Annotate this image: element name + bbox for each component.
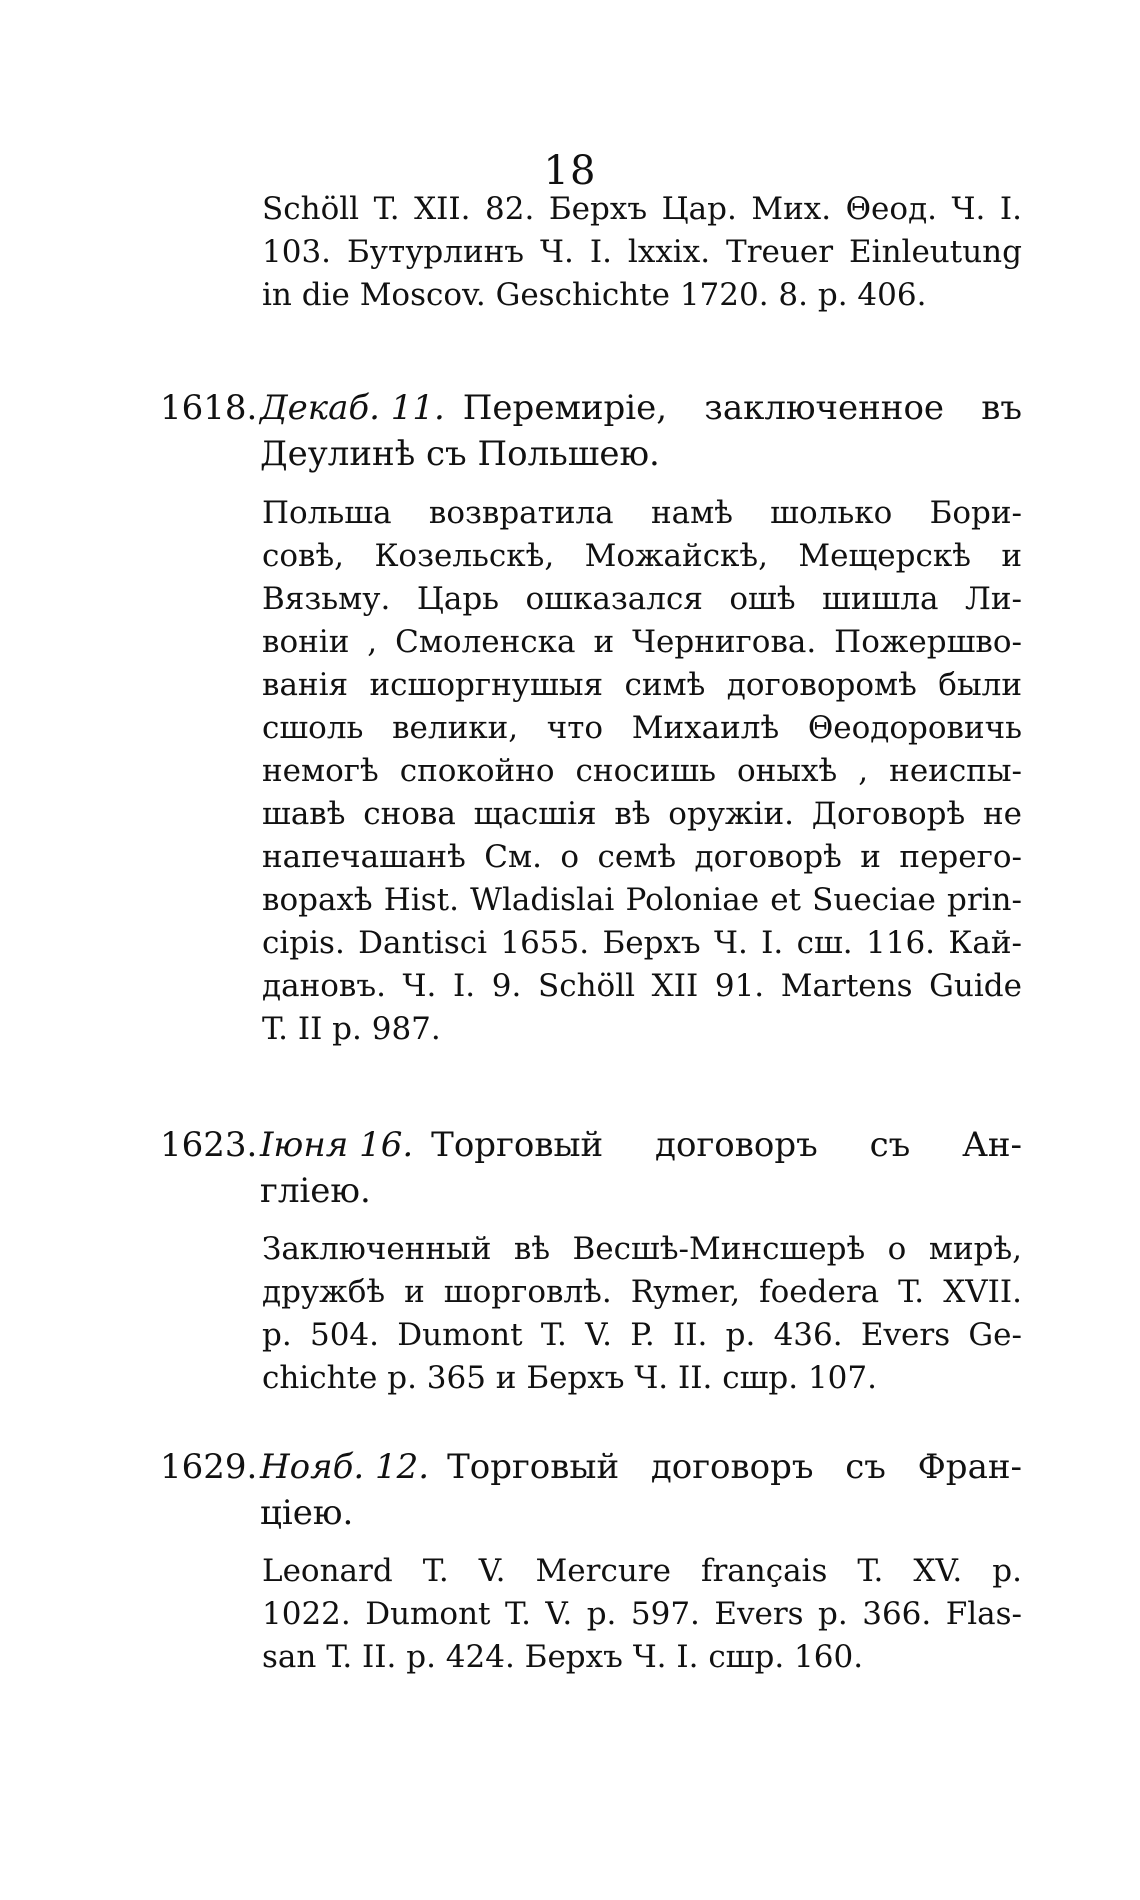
entry-body-1623	[262, 1228, 1022, 1400]
entry-title: Торговый договоръ съ Ан-	[431, 1125, 1022, 1165]
text-line: san T. II. p. 424. Берхъ Ч. I. сшр. 160.	[262, 1639, 864, 1675]
text-line: Schöll T. XII. 82. Берхъ Цар. Мих. Θеод. Ч. I.	[262, 191, 1022, 227]
text-line: ванія исшоргнушыя симѣ договоромѣ были	[262, 667, 1022, 703]
text-line: cipis. Dantisci 1655. Берхъ Ч. I. сш. 116. Кай-	[262, 925, 1022, 961]
text-line: T. II p. 987.	[262, 1011, 441, 1047]
text-line: шавѣ снова щасшія вѣ оружіи. Договорѣ не	[262, 796, 1022, 832]
page-number: 18	[543, 148, 597, 194]
text-line: воніи , Смоленска и Чернигова. Пожершво-	[262, 624, 1022, 660]
entry-title: Торговый договоръ съ Фран-	[447, 1447, 1022, 1487]
text-line: дружбѣ и шорговлѣ. Rymer, foedera T. XVII.	[262, 1274, 1022, 1310]
text-line: ворахѣ Hist. Wladislai Poloniae et Sueciae prin-	[262, 882, 1022, 918]
entry-title-continuation: гліею.	[260, 1171, 371, 1211]
entry-date: Нояб. 12.	[260, 1447, 430, 1487]
text-line: Польша возвратила намѣ шолько Бори-	[262, 495, 1022, 531]
text-line: Leonard T. V. Mercure français T. XV. p.	[262, 1553, 1022, 1589]
text-line: Вязьму. Царь ошказался ошѣ шишла Ли-	[262, 581, 1022, 617]
entry-date: Декаб. 11.	[260, 388, 445, 428]
entry-date: Іюня 16.	[260, 1125, 414, 1165]
text-line: совѣ, Козельскѣ, Можайскѣ, Мещерскѣ и	[262, 538, 1022, 574]
entry-title-continuation: ціею.	[260, 1493, 354, 1533]
text-line: напечашанѣ См. о семѣ договорѣ и перего-	[262, 839, 1022, 875]
text-line: сшоль велики, что Михаилѣ Θеодоровичь	[262, 710, 1022, 746]
text-line: in die Moscov. Geschichte 1720. 8. p. 406.	[262, 277, 927, 313]
text-line: p. 504. Dumont T. V. P. II. p. 436. Evers Ge-	[262, 1317, 1022, 1353]
treaty-heading-1629	[160, 1444, 1022, 1536]
treaty-heading-1618	[160, 385, 1022, 477]
citation-paragraph	[262, 188, 1022, 317]
entry-year: 1618.	[160, 388, 258, 428]
text-line: дановъ. Ч. I. 9. Schöll XII 91. Martens Guide	[262, 968, 1022, 1004]
entry-year: 1629.	[160, 1447, 258, 1487]
entry-year: 1623.	[160, 1125, 258, 1165]
entry-title-continuation: Деулинѣ съ Польшею.	[260, 434, 660, 474]
text-line: Заключенный вѣ Весшѣ-Минсшерѣ о мирѣ,	[262, 1231, 1022, 1267]
entry-title: Перемиріе, заключенное въ	[462, 388, 1022, 428]
text-line: chichte p. 365 и Берхъ Ч. II. сшр. 107.	[262, 1360, 877, 1396]
entry-body-1629	[262, 1550, 1022, 1679]
text-line: немогѣ спокойно сносишь оныхѣ , неиспы-	[262, 753, 1022, 789]
treaty-heading-1623	[160, 1122, 1022, 1214]
text-line: 1022. Dumont T. V. p. 597. Evers p. 366. Flas-	[262, 1596, 1022, 1632]
entry-body-1618	[262, 492, 1022, 1051]
text-line: 103. Бутурлинъ Ч. I. lxxix. Treuer Einleutung	[262, 234, 1022, 270]
